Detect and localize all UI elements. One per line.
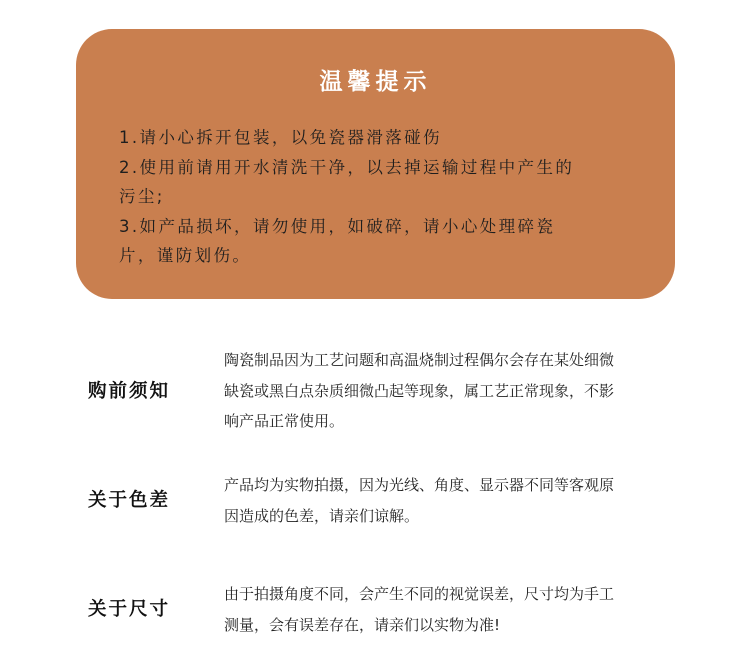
section-text-line: 响产品正常使用。 (224, 412, 345, 430)
section-text-line: 陶瓷制品因为工艺问题和高温烧制过程偶尔会存在某处细微 (224, 351, 615, 369)
section-text-line: 产品均为实物拍摄，因为光线、角度、显示器不同等客观原 (224, 476, 615, 494)
section-label-purchase-notes: 购前须知 (88, 381, 171, 402)
notice-line-4: 3.如产品损坏，请勿使用，如破碎，请小心处理碎瓷 (119, 216, 556, 236)
section-text-line: 测量，会有误差存在，请亲们以实物为准! (224, 615, 501, 634)
notice-list (119, 123, 649, 271)
notice-line-2: 2.使用前请用开水清洗干净，以去掉运输过程中产生的 (119, 157, 575, 177)
section-text-line: 因造成的色差，请亲们谅解。 (224, 506, 420, 525)
section-text-color-difference (224, 470, 674, 531)
section-label-size: 关于尺寸 (88, 599, 171, 620)
section-text-size (224, 579, 674, 640)
notice-line-5: 片，谨防划伤。 (119, 246, 252, 265)
section-text-line: 缺瓷或黑白点杂质细微凸起等现象，属工艺正常现象，不影 (224, 381, 615, 400)
section-text-line: 由于拍摄角度不同，会产生不同的视觉误差，尺寸均为手工 (224, 585, 615, 603)
section-label-color-difference: 关于色差 (88, 490, 171, 511)
notice-title: 温馨提示 (319, 69, 432, 95)
notice-card (76, 29, 675, 299)
notice-line-3: 污尘; (119, 187, 165, 206)
notice-line-1: 1.请小心拆开包装，以免瓷器滑落碰伤 (119, 128, 442, 147)
section-text-purchase-notes (224, 345, 674, 437)
